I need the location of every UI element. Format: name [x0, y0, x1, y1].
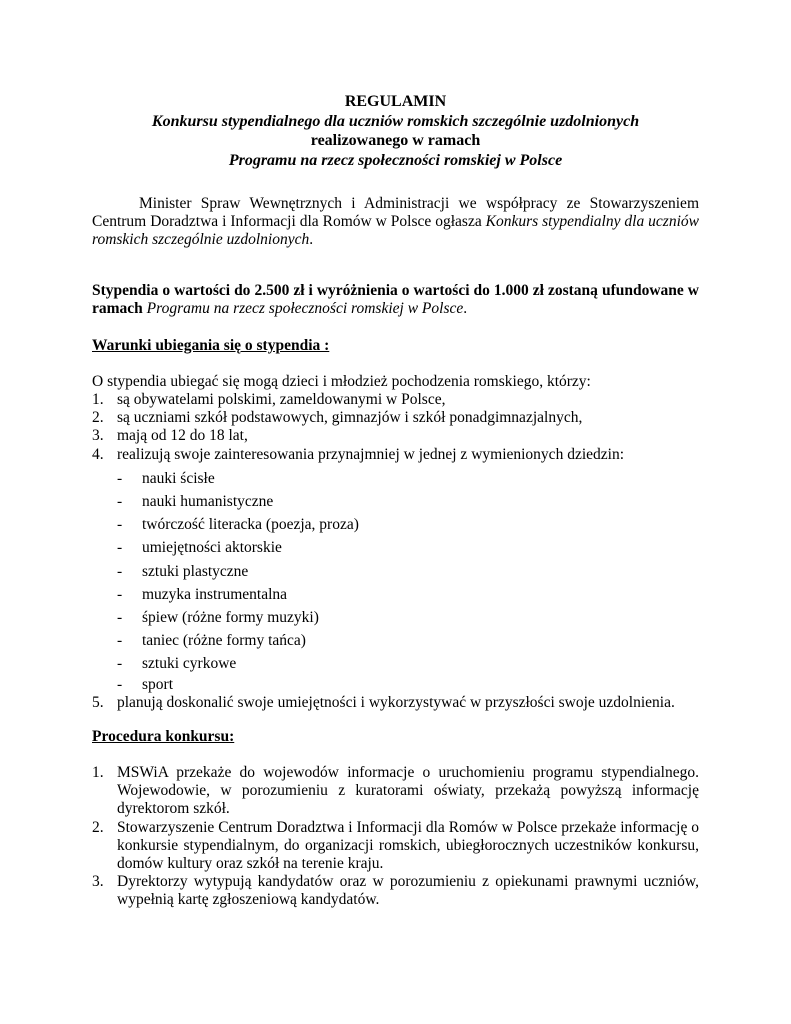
conditions-heading: Warunki ubiegania się o stypendia :	[92, 337, 330, 354]
list-item: 5. planują doskonalić swoje umiejętności i wykorzystywać w przyszłości swoje uzdolnienia.	[92, 693, 675, 711]
field-item: - sztuki plastyczne	[117, 562, 249, 580]
field-item: - nauki humanistyczne	[117, 493, 274, 510]
intro-text: Minister Spraw Wewnętrznych i Administracji we współpracy ze Stowarzyszeniem Centrum Doradztwa i Informacji dla Romów w Polsce ogłasza	[92, 195, 699, 231]
list-item: 3. Dyrektorzy wytypują kandydatów oraz w porozumieniu z opiekunami prawnymi uczniów, wypełnią kartę zgłoszeniową kandydatów.	[92, 873, 699, 909]
procedure-list	[92, 764, 699, 910]
header-subtitle: realizowanego w ramach	[310, 132, 481, 149]
conditions-lead: O stypendia ubiegać się mogą dzieci i młodzież pochodzenia romskiego, którzy:	[92, 373, 591, 390]
field-item: - sport	[117, 675, 173, 693]
field-item: - śpiew (różne formy muzyki)	[117, 608, 319, 626]
list-item: 2. Stowarzyszenie Centrum Doradztwa i Informacji dla Romów w Polsce przekaże informację o konkursie stypendialnym, do organizacji romskich, ubiegłorocznych uczestników konkursu, domów kultury oraz szkół na terenie kraju.	[92, 818, 699, 873]
document-header	[92, 92, 699, 170]
field-item: - taniec (różne formy tańca)	[117, 632, 306, 650]
list-item: 1. MSWiA przekaże do wojewodów informacje o uruchomieniu programu stypendialnego. Wojewodowie, w porozumieniu z kuratorami oświaty, przekażą powyższą informację dyrektorom szkół.	[92, 764, 699, 818]
funding-bold: Stypendia o wartości do 2.500 zł i wyróżnienia o wartości do 1.000 zł zostaną ufundowane w ramach	[92, 282, 699, 318]
contest-name: Konkursu stypendialnego dla uczniów romskich szczególnie uzdolnionych	[151, 112, 640, 130]
list-item: 2. są uczniami szkół podstawowych, gimnazjów i szkół ponadgimnazjalnych,	[92, 409, 583, 427]
list-item: 3. mają od 12 do 18 lat,	[92, 427, 248, 445]
intro-italic: Konkurs stypendialny dla uczniów romskich szczególnie uzdolnionych	[92, 213, 699, 249]
field-item: - muzyka instrumentalna	[117, 585, 288, 603]
funding-italic: Programu na rzecz społeczności romskiej w Polsce	[142, 300, 464, 318]
list-item: 1. są obywatelami polskimi, zameldowanymi w Polsce,	[92, 391, 446, 408]
field-item: - twórczość literacka (poezja, proza)	[117, 516, 359, 534]
funding-end: .	[463, 300, 468, 318]
field-item: - nauki ścisłe	[117, 469, 215, 487]
fields-list	[117, 467, 699, 694]
intro-paragraph	[92, 195, 699, 250]
conditions-list	[92, 391, 699, 712]
intro-end: .	[309, 231, 314, 249]
list-item: 4. realizują swoje zainteresowania przynajmniej w jednej z wymienionych dziedzin: - nauki ścisłe - nauki humanistyczne - twórczość literacka (poezja, proza) - umiejętności aktorskie - sztuki plastyczne - muzyka instrumentalna - śpiew (różne formy muzyki) - taniec (różne formy tańca) - sztuki cyrkowe - sport	[92, 446, 699, 694]
field-item: - umiejętności aktorskie	[117, 539, 282, 557]
procedure-heading: Procedura konkursu:	[92, 728, 235, 745]
funding-paragraph	[92, 282, 699, 318]
document-title: REGULAMIN	[344, 93, 447, 110]
program-name: Programu na rzecz społeczności romskiej w Polsce	[228, 151, 563, 169]
field-item: - sztuki cyrkowe	[117, 655, 237, 673]
